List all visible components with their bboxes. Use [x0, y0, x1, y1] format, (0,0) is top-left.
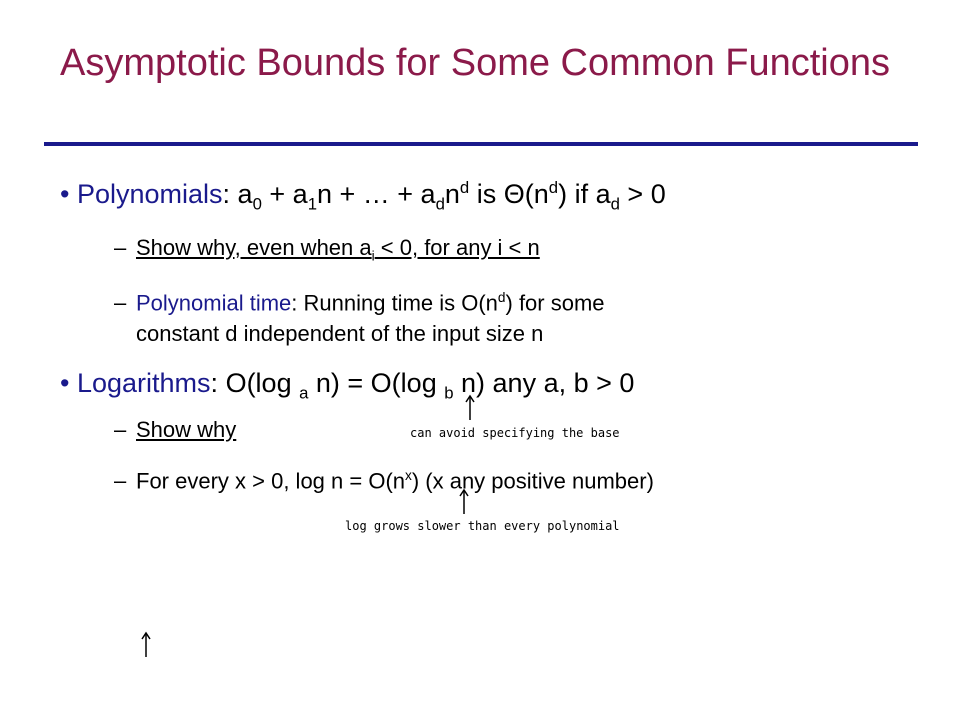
theta-symbol: Θ [503, 179, 525, 209]
arrow-up-icon [457, 487, 471, 515]
polynomials-label: Polynomials [76, 179, 223, 209]
polynomial-time-item: – Polynomial time: Running time is $O(n^d)$ for some [114, 282, 605, 319]
dash-icon: – [114, 417, 127, 442]
log-growth-item: – For every x > 0, $\log n = O(n^x)$ (x any positive number) [114, 460, 654, 497]
logarithms-label: Logarithms [76, 368, 211, 398]
annotation-base: can avoid specifying the base [410, 426, 620, 440]
show-why-polynomial-item [114, 232, 540, 272]
logarithms-bullet: • Logarithms: O(log $_a$ n) = O(log $_b$ n) any a, b > 0 [60, 368, 635, 403]
show-why-polynomial-text: Show why, even when $a_i < 0$, for any i < n [136, 235, 540, 264]
polynomials-bullet: • Polynomials: $a_0 + a_1n$ + … + $a_dn^d$ is $\Theta(n^d)$ if $a_d > 0$ [60, 178, 666, 214]
dash-icon: – [114, 468, 127, 494]
polynomial-time-label: Polynomial time [136, 290, 292, 316]
arrow-up-icon [139, 630, 153, 658]
bullet-icon: • [60, 368, 70, 398]
arrow-up-icon [463, 393, 477, 421]
dash-icon: – [114, 235, 127, 260]
title-divider [44, 142, 918, 146]
dash-icon: – [114, 290, 127, 316]
show-why-log-text: Show why [136, 417, 237, 442]
annotation-slower: log grows slower than every polynomial [345, 519, 620, 533]
bullet-icon: • [60, 179, 70, 209]
show-why-log-item [114, 414, 236, 446]
slide-title: Asymptotic Bounds for Some Common Functions [60, 42, 891, 84]
polynomial-time-continuation: constant d independent of the input size n [136, 321, 544, 346]
